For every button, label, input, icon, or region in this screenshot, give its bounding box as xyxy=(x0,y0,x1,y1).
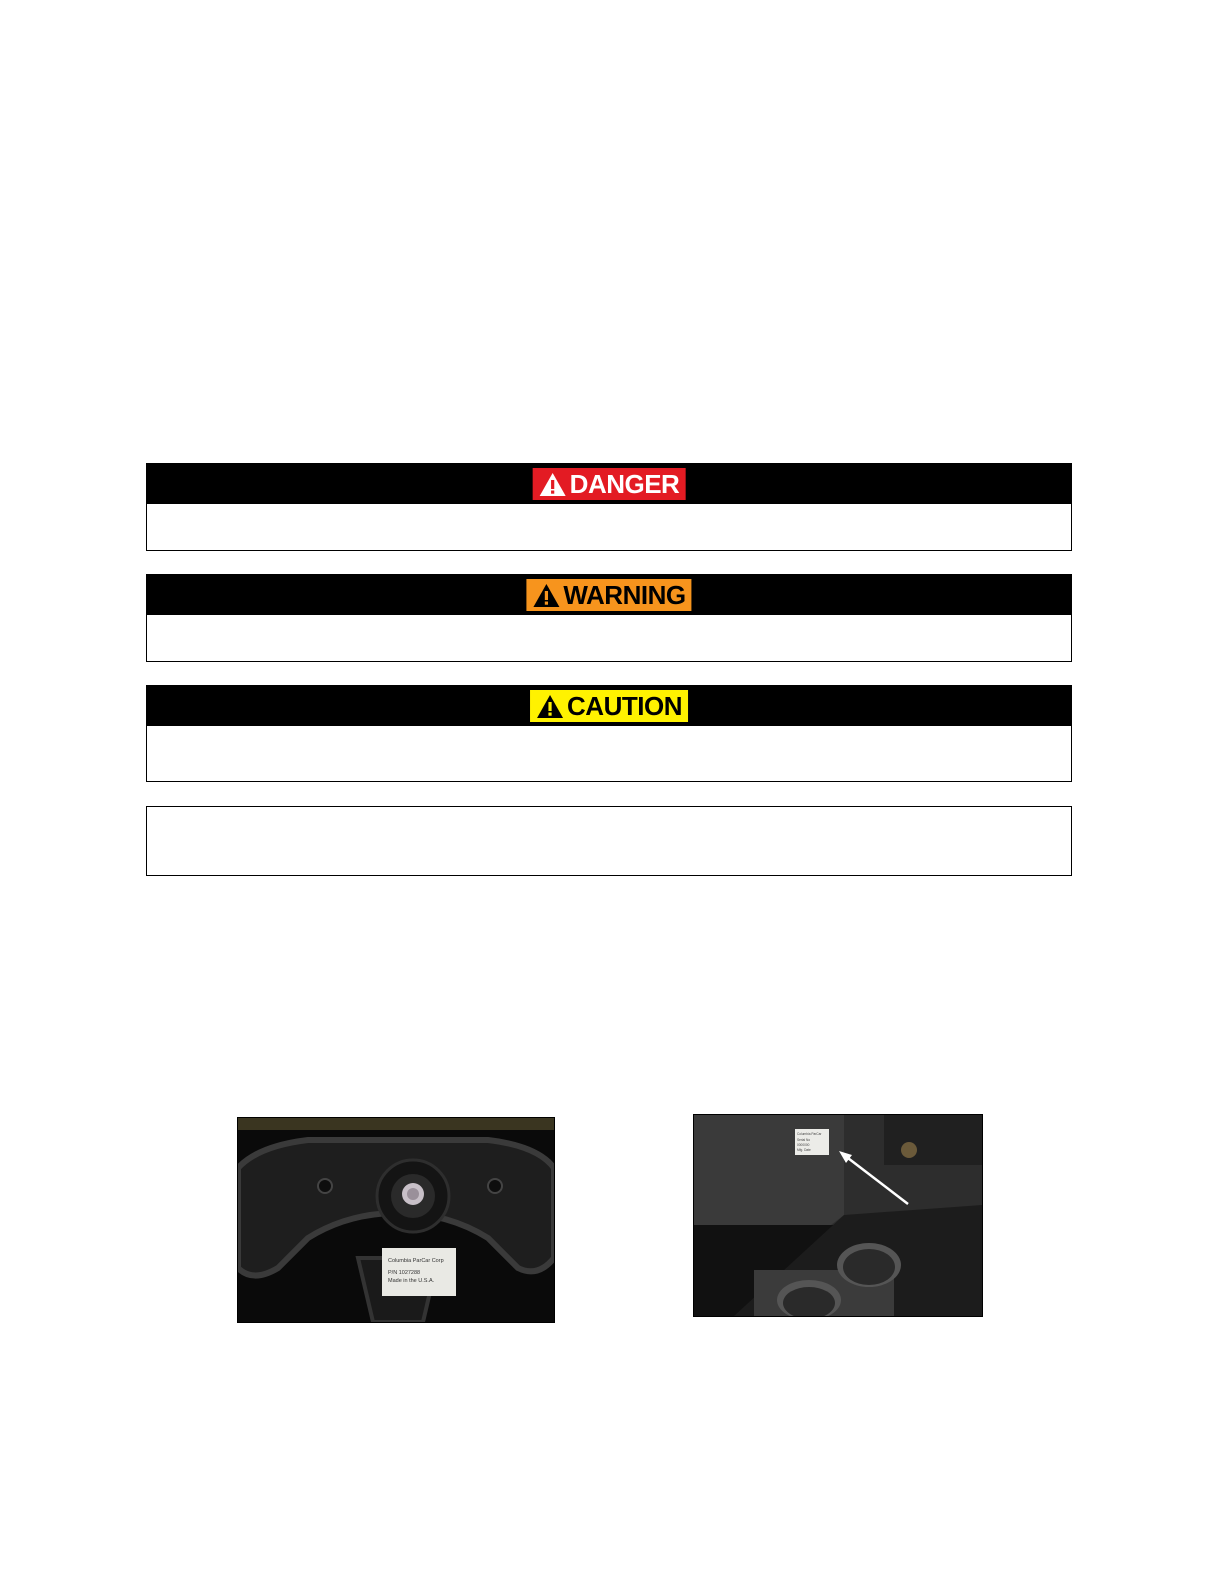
warning-triangle-icon xyxy=(536,694,564,719)
serial-sticker-line-1: Columbia ParCar xyxy=(797,1132,822,1136)
serial-sticker-line-3: 0000000 xyxy=(797,1143,810,1147)
caution-signal-word xyxy=(530,690,688,722)
dash-panel-illustration xyxy=(694,1115,982,1316)
danger-body xyxy=(147,504,1071,520)
warning-notice-box xyxy=(146,574,1072,662)
caution-body xyxy=(147,726,1071,742)
warning-header-bar xyxy=(147,575,1071,615)
warning-signal-word xyxy=(526,579,691,611)
sticker-line-2: P/N 1027288 xyxy=(388,1270,421,1276)
danger-label: DANGER xyxy=(569,469,680,499)
warning-label: WARNING xyxy=(563,580,686,610)
warning-triangle-icon xyxy=(532,583,560,608)
danger-signal-word xyxy=(533,468,686,500)
note-box xyxy=(146,806,1072,876)
danger-header-bar xyxy=(147,464,1071,504)
sticker-line-1: Columbia ParCar Corp xyxy=(388,1258,444,1264)
serial-label-photo xyxy=(693,1114,983,1317)
caution-label: CAUTION xyxy=(567,691,682,721)
serial-sticker-line-2: Serial No xyxy=(797,1138,811,1142)
danger-notice-box xyxy=(146,463,1072,551)
steering-wheel-illustration xyxy=(238,1118,554,1322)
warning-body xyxy=(147,615,1071,631)
steering-wheel-photo xyxy=(237,1117,555,1323)
warning-triangle-icon xyxy=(539,472,567,497)
serial-sticker-line-4: Mfg. Date xyxy=(797,1148,811,1152)
caution-header-bar xyxy=(147,686,1071,726)
caution-notice-box xyxy=(146,685,1072,782)
sticker-line-3: Made in the U.S.A. xyxy=(388,1278,435,1284)
